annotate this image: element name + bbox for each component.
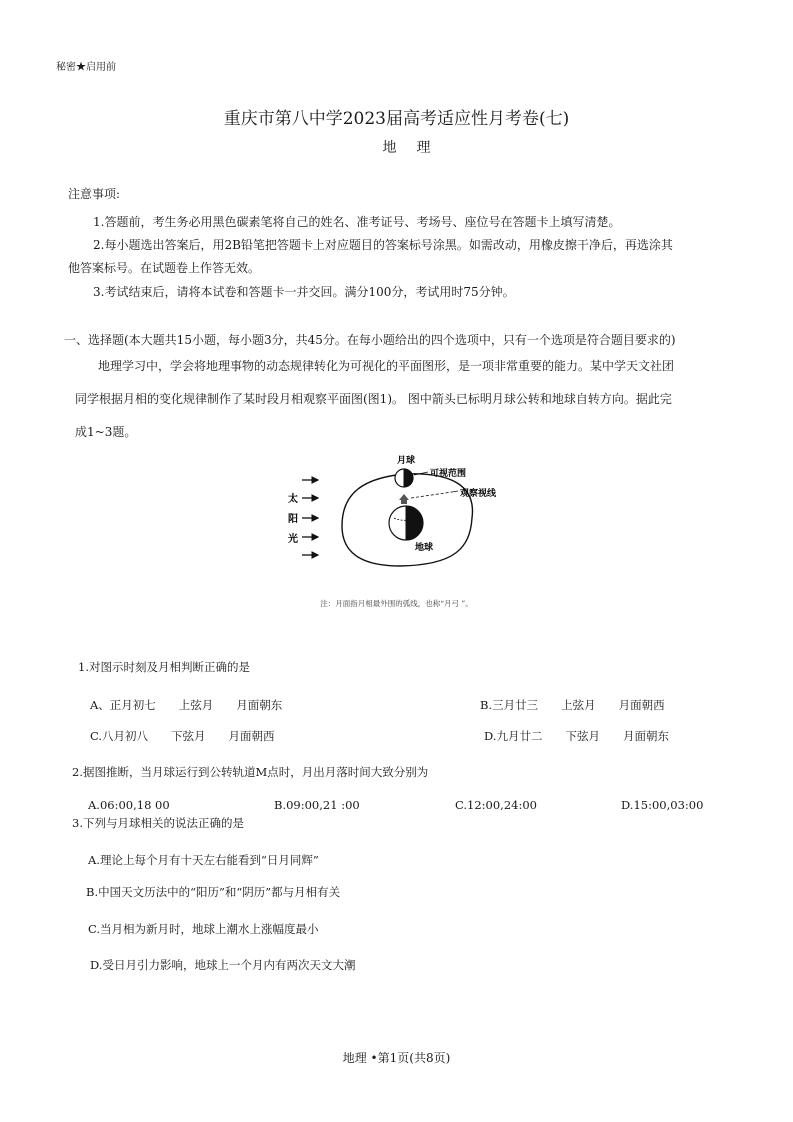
subject-title: 地理 [382, 140, 451, 156]
exam-title: 重庆市第八中学2023届高考适应性月考卷(七) [223, 109, 570, 129]
notice-item-1: 1.答题前，考生务必用黑色碳素笔将自己的姓名、准考证号、考场号、座位号在答题卡上填写清楚。 [93, 215, 621, 229]
question-3-option-d: D.受日月引力影响，地球上一个月内有两次天文大潮 [90, 958, 356, 972]
figure-note: 注：月面指月相最外围的弧线，也称“月弓 ”。 [320, 599, 473, 608]
question-2-option-c: C.12:00,24:00 [455, 798, 537, 812]
question-3-option-c: C.当月相为新月时，地球上潮水上涨幅度最小 [88, 922, 319, 936]
observer-icon [399, 494, 409, 504]
sunlight-char-2: 阳 [288, 514, 298, 525]
sunlight-char-1: 太 [288, 494, 298, 505]
question-2-option-d: D.15:00,03:00 [621, 798, 704, 812]
visible-range-label: 可视范围 [430, 469, 467, 479]
notice-item-2-cont: 他答案标号。在试题卷上作答无效。 [68, 261, 261, 275]
question-1-option-a: A、正月初七 上弦月 月面朝东 [90, 698, 283, 712]
question-1-option-b: B.三月廿三 上弦月 月面朝西 [480, 698, 665, 712]
intro-paragraph-line3: 成1~3题。 [75, 425, 137, 439]
earth-icon [389, 506, 423, 540]
question-3-option-b: B.中国天文历法中的“阳历”和“阴历”都与月相有关 [86, 885, 341, 899]
question-3-option-a: A.理论上每个月有十天左右能看到“日月同辉” [88, 853, 319, 867]
notice-item-2: 2.每小题选出答案后，用2B铅笔把答题卡上对应题目的答案标号涂黑。如需改动，用橡皮擦干净后，再选涂其 [93, 238, 673, 252]
moon-phase-figure [280, 448, 510, 570]
moon-icon [395, 469, 413, 487]
notice-heading: 注意事项: [68, 187, 121, 201]
sight-line-label: 观察视线 [460, 489, 497, 499]
question-3-stem: 3.下列与月球相关的说法正确的是 [72, 816, 244, 830]
question-1-option-c: C.八月初八 下弦月 月面朝西 [90, 729, 275, 743]
sunlight-char-3: 光 [288, 534, 298, 545]
secret-label: 秘密★启用前 [56, 62, 116, 73]
page-footer: 地理 •第1页(共8页) [342, 1051, 451, 1065]
intro-paragraph-line2: 同学根据月相的变化规律制作了某时段月相观察平面图(图1)。 图中箭头已标明月球公转和地球自转方向。据此完 [75, 392, 672, 406]
section-heading: 一、选择题(本大题共15小题，每小题3分，共45分。在每小题给出的四个选项中，只有一个选项是符合题目要求的) [64, 333, 676, 347]
question-1-option-d: D.九月廿二 下弦月 月面朝东 [484, 729, 669, 743]
question-2-stem: 2.据图推断，当月球运行到公转轨道M点时，月出月落时间大致分别为 [72, 765, 429, 779]
sunlight-arrows [302, 480, 318, 555]
question-2-option-a: A.06:00,18 00 [88, 798, 170, 812]
notice-item-3: 3.考试结束后，请将本试卷和答题卡一并交回。满分100分，考试用时75分钟。 [93, 285, 515, 299]
moon-label: 月球 [397, 456, 416, 466]
question-2-option-b: B.09:00,21 :00 [274, 798, 360, 812]
earth-label: 地球 [415, 543, 434, 553]
question-1-stem: 1.对图示时刻及月相判断正确的是 [78, 660, 250, 674]
intro-paragraph: 地理学习中，学会将地理事物的动态规律转化为可视化的平面图形，是一项非常重要的能力。某中学天文社团 [98, 359, 675, 373]
